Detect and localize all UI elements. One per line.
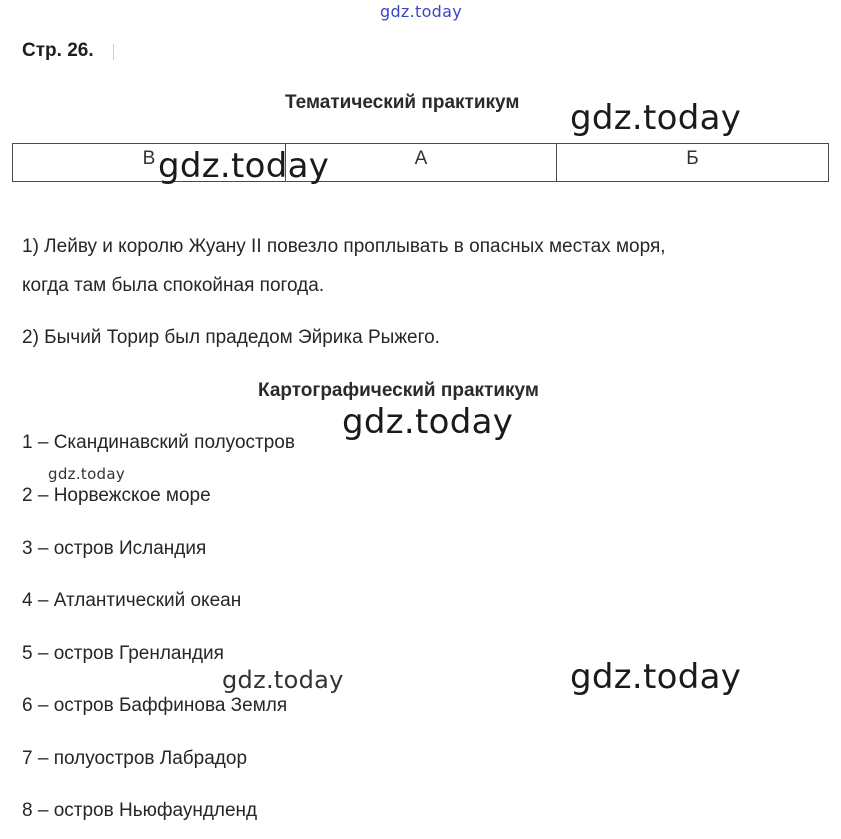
map-item: 3 – остров Исландия bbox=[22, 538, 207, 559]
watermark: gdz.today bbox=[342, 402, 514, 442]
page-label: Стр. 26. bbox=[22, 40, 94, 61]
map-item: 2 – Норвежское море bbox=[22, 485, 211, 506]
thematic-heading: Тематический практикум bbox=[285, 92, 520, 113]
map-item: 8 – остров Ньюфаундленд bbox=[22, 800, 258, 821]
table-cell-text: А bbox=[414, 148, 428, 169]
watermark: gdz.today bbox=[570, 98, 742, 138]
map-item: 5 – остров Гренландия bbox=[22, 643, 224, 664]
answer-1-line-2: когда там была спокойная погода. bbox=[22, 275, 325, 296]
table-cell bbox=[557, 144, 828, 181]
table-cell-text: Б bbox=[686, 148, 699, 169]
divider bbox=[113, 44, 114, 60]
watermark: gdz.today bbox=[570, 657, 742, 697]
watermark: gdz.today bbox=[380, 2, 462, 21]
map-item: 6 – остров Баффинова Земля bbox=[22, 695, 288, 716]
map-item: 4 – Атлантический океан bbox=[22, 590, 242, 611]
watermark: gdz.today bbox=[222, 666, 344, 694]
table-cell-text: В bbox=[142, 148, 156, 169]
answer-2: 2) Бычий Торир был прадедом Эйрика Рыжего. bbox=[22, 327, 440, 348]
answer-1-line-1: 1) Лейву и королю Жуану II повезло проплывать в опасных местах моря, bbox=[22, 236, 666, 257]
watermark: gdz.today bbox=[158, 146, 330, 186]
watermark: gdz.today bbox=[48, 465, 126, 483]
map-item: 7 – полуостров Лабрадор bbox=[22, 748, 248, 769]
map-item: 1 – Скандинавский полуостров bbox=[22, 432, 295, 453]
cartographic-heading: Картографический практикум bbox=[258, 380, 539, 401]
answer-table bbox=[12, 143, 829, 182]
